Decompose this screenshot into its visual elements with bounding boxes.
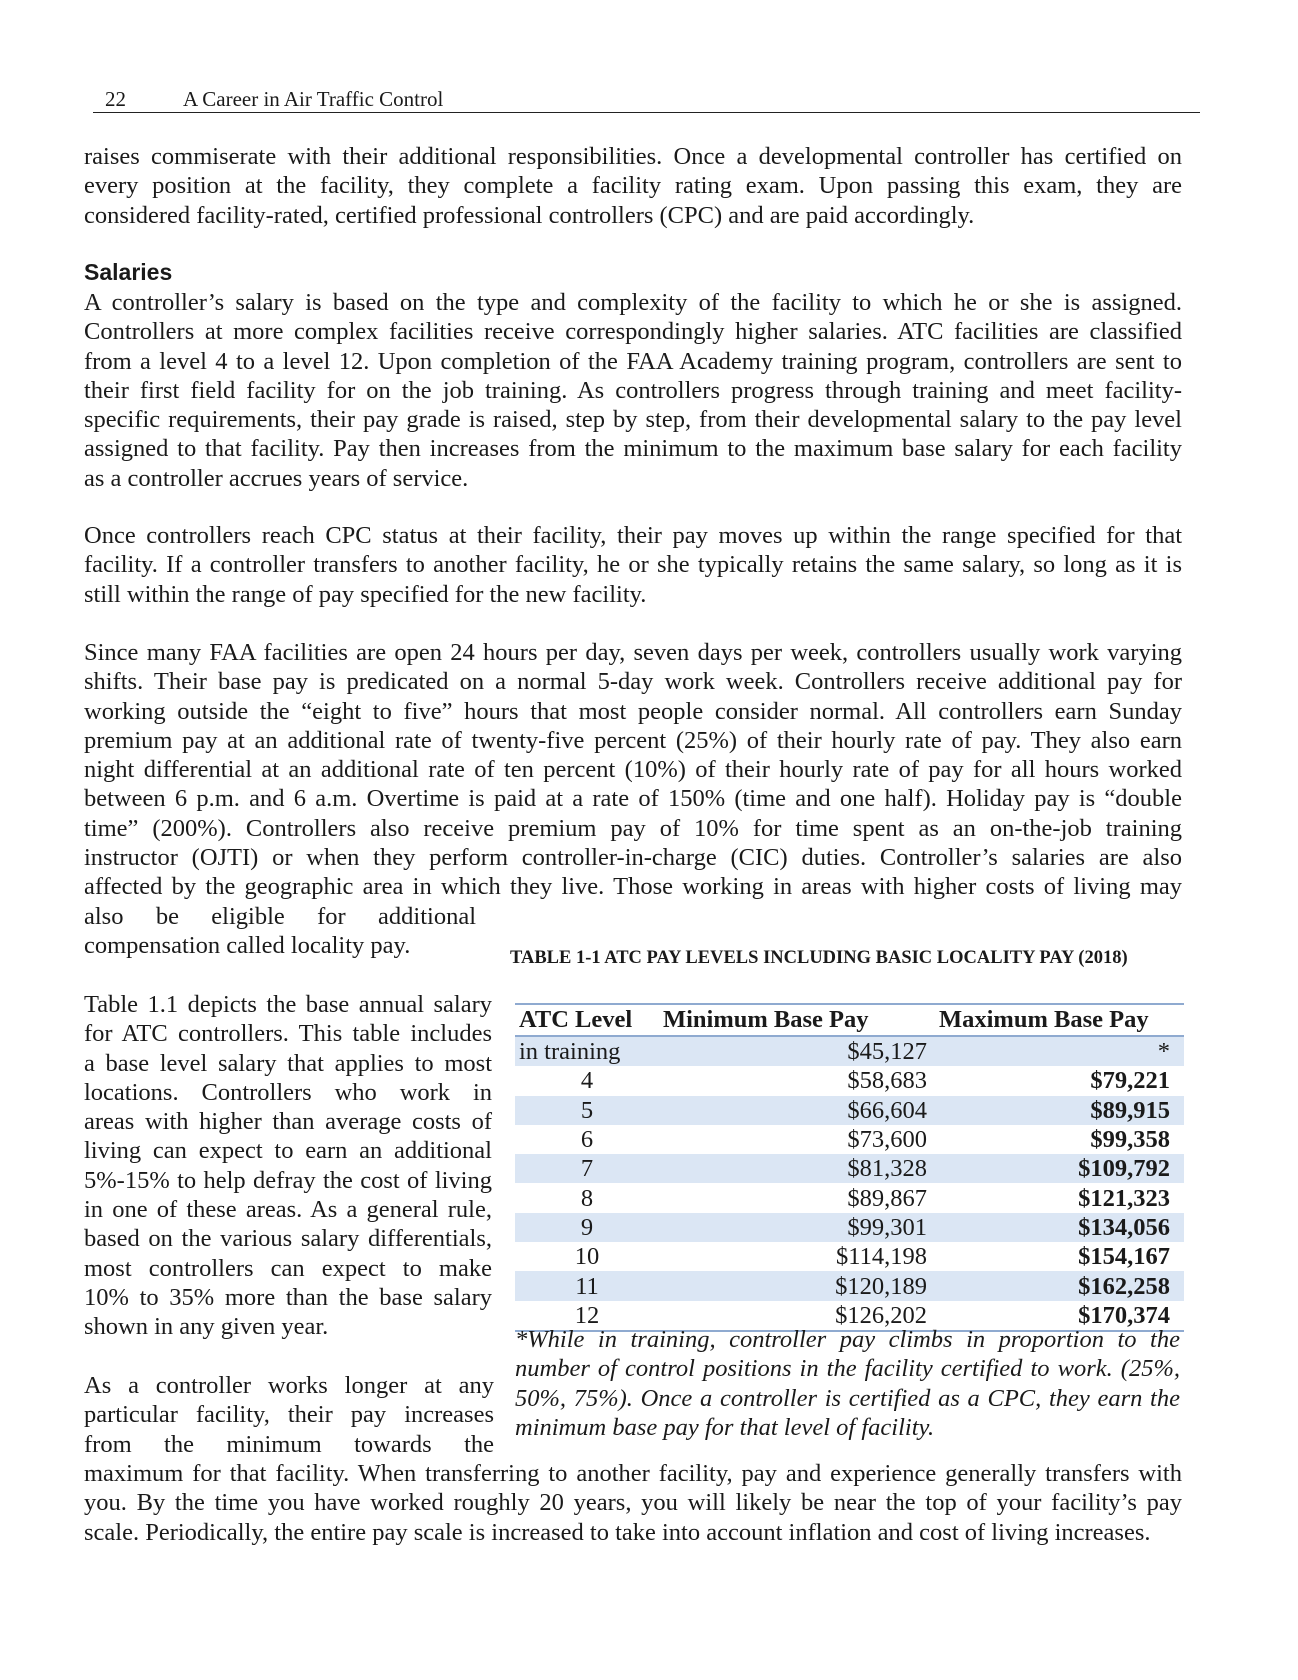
text-line: based on the various salary differentials, bbox=[84, 1225, 492, 1253]
cell-min-pay: $66,604 bbox=[659, 1096, 929, 1125]
running-title: A Career in Air Traffic Control bbox=[183, 87, 444, 111]
column-header-minimum: Minimum Base Pay bbox=[659, 1004, 929, 1036]
text-line: scale. Periodically, the entire pay scale is increased to take into account inflation and cost of living increases. bbox=[84, 1518, 1151, 1546]
table-row bbox=[515, 1271, 1184, 1300]
text-line: particular facility, their pay increases bbox=[84, 1401, 494, 1429]
cell-level: 12 bbox=[515, 1301, 659, 1331]
text-line: from the minimum towards the bbox=[84, 1430, 494, 1458]
text-line: in one of these areas. As a general rule, bbox=[84, 1196, 492, 1224]
text-line: Controllers at more complex facilities receive correspondingly higher salaries. ATC facilities are classified bbox=[84, 318, 1182, 346]
text-line: As a controller works longer at any bbox=[84, 1372, 494, 1399]
cell-min-pay: $73,600 bbox=[847, 1126, 927, 1154]
cell-level: 4 bbox=[580, 1067, 594, 1095]
text-line: night differential at an additional rate of ten percent (10%) of their hourly rate of pay for all hours worked bbox=[84, 756, 1182, 784]
text-line: shifts. Their base pay is predicated on a normal 5-day work week. Controllers receive additional pay for bbox=[84, 668, 1182, 696]
cell-level: 11 bbox=[515, 1271, 659, 1300]
cell-max-pay: $109,792 bbox=[929, 1154, 1184, 1183]
text-line: Since many FAA facilities are open 24 hours per day, seven days per week, controllers usually work varying bbox=[84, 639, 1182, 666]
cell-max-pay: $89,915 bbox=[929, 1096, 1184, 1125]
table-row bbox=[515, 1213, 1184, 1242]
running-header bbox=[93, 86, 1200, 113]
intro-paragraph bbox=[84, 142, 1182, 230]
salaries-paragraph bbox=[84, 288, 1182, 493]
longer-paragraph-start bbox=[84, 1371, 494, 1459]
longer-paragraph-end bbox=[84, 1459, 1182, 1547]
cell-level: 7 bbox=[515, 1154, 659, 1183]
page-number: 22 bbox=[105, 87, 126, 111]
text-line: specific requirements, their pay grade is raised, step by step, from their developmental salary to the pay level bbox=[84, 406, 1182, 434]
footnote-line: 50%, 75%). Once a controller is certified as a CPC, they earn the bbox=[515, 1384, 1180, 1412]
column-header-maximum: Maximum Base Pay bbox=[929, 1004, 1184, 1036]
cell-max-pay: $121,323 bbox=[1078, 1184, 1170, 1212]
text-line: living can expect to earn an additional bbox=[84, 1137, 492, 1165]
text-line: 10% to 35% more than the base salary bbox=[84, 1283, 492, 1311]
text-line: from a level 4 to a level 12. Upon completion of the FAA Academy training program, controllers are sent to bbox=[84, 347, 1182, 375]
text-line: most controllers can expect to make bbox=[84, 1254, 492, 1282]
shifts-paragraph-tail bbox=[84, 902, 476, 961]
text-line: premium pay at an additional rate of twenty-five percent (25%) of their hourly rate of pay. They also earn bbox=[84, 726, 1182, 754]
text-line: working outside the “eight to five” hours that most people consider normal. All controllers earn Sunday bbox=[84, 697, 1182, 725]
text-line: considered facility-rated, certified professional controllers (CPC) and are paid accordingly. bbox=[84, 201, 975, 229]
table-footnote bbox=[515, 1325, 1180, 1442]
cell-max-pay: $154,167 bbox=[1078, 1243, 1170, 1271]
table-row bbox=[515, 1125, 1184, 1154]
table-caption: TABLE 1-1 ATC PAY LEVELS INCLUDING BASIC LOCALITY PAY (2018) bbox=[510, 948, 1128, 968]
section-heading-salaries: Salaries bbox=[84, 259, 173, 285]
cell-min-pay: $120,189 bbox=[659, 1271, 929, 1300]
footnote-line: number of control positions in the facility certified to work. (25%, bbox=[515, 1355, 1180, 1383]
text-line: raises commiserate with their additional responsibilities. Once a developmental controller has certified on bbox=[84, 143, 1182, 170]
cell-max-pay: $162,258 bbox=[929, 1271, 1184, 1300]
cell-max-pay: $79,221 bbox=[1090, 1067, 1170, 1095]
cell-level: 9 bbox=[515, 1213, 659, 1242]
text-line: affected by the geographic area in which they live. Those working in areas with higher costs of living may bbox=[84, 873, 1182, 901]
table-row bbox=[515, 1154, 1184, 1183]
cell-max-pay: * bbox=[929, 1036, 1184, 1066]
footnote-line: *While in training, controller pay climbs in proportion to the bbox=[515, 1326, 1180, 1353]
table-description-paragraph bbox=[84, 990, 492, 1342]
text-line: 5%-15% to help defray the cost of living bbox=[84, 1166, 492, 1194]
text-line: every position at the facility, they complete a facility rating exam. Upon passing this exam, they are bbox=[84, 172, 1182, 200]
text-line: facility. If a controller transfers to another facility, he or she typically retains the same salary, so long as it is bbox=[84, 551, 1182, 579]
text-line: time” (200%). Controllers also receive premium pay of 10% for time spent as an on-the-job training bbox=[84, 814, 1182, 842]
text-line: shown in any given year. bbox=[84, 1313, 329, 1341]
text-line: as a controller accrues years of service. bbox=[84, 464, 469, 492]
text-line: between 6 p.m. and 6 a.m. Overtime is paid at a rate of 150% (time and one half). Holiday pay is “double bbox=[84, 785, 1182, 813]
cpc-paragraph bbox=[84, 521, 1182, 609]
cell-min-pay: $99,301 bbox=[659, 1213, 929, 1242]
cell-min-pay: $58,683 bbox=[847, 1067, 927, 1095]
cell-max-pay: $134,056 bbox=[929, 1213, 1184, 1242]
text-line: assigned to that facility. Pay then increases from the minimum to the maximum base salary for each facility bbox=[84, 435, 1182, 463]
cell-min-pay: $126,202 bbox=[659, 1301, 929, 1331]
text-line: Once controllers reach CPC status at their facility, their pay moves up within the range specified for that bbox=[84, 522, 1182, 549]
text-line: Table 1.1 depicts the base annual salary bbox=[84, 991, 492, 1018]
cell-min-pay: $45,127 bbox=[659, 1036, 929, 1066]
table-row bbox=[515, 1066, 1184, 1095]
cell-level: 8 bbox=[580, 1184, 594, 1212]
shifts-paragraph bbox=[84, 638, 1182, 902]
text-line: maximum for that facility. When transferring to another facility, pay and experience generally transfers with bbox=[84, 1460, 1182, 1487]
cell-max-pay: $170,374 bbox=[929, 1301, 1184, 1331]
cell-level: 10 bbox=[574, 1243, 600, 1271]
cell-min-pay: $114,198 bbox=[836, 1243, 927, 1271]
table-row bbox=[515, 1096, 1184, 1125]
text-line: still within the range of pay specified for the new facility. bbox=[84, 580, 647, 608]
table-row bbox=[515, 1242, 1184, 1271]
cell-min-pay: $81,328 bbox=[659, 1154, 929, 1183]
text-line: for ATC controllers. This table includes bbox=[84, 1020, 492, 1048]
text-line: a base level salary that applies to most bbox=[84, 1049, 492, 1077]
pay-levels-table bbox=[515, 1003, 1184, 1332]
cell-max-pay: $99,358 bbox=[1090, 1126, 1170, 1154]
text-line: compensation called locality pay. bbox=[84, 932, 411, 960]
text-line: their first field facility for on the job training. As controllers progress through training and meet facility- bbox=[84, 376, 1182, 404]
text-line: areas with higher than average costs of bbox=[84, 1108, 492, 1136]
table-row bbox=[515, 1183, 1184, 1212]
table-header-row bbox=[515, 1004, 1184, 1036]
text-line: instructor (OJTI) or when they perform controller-in-charge (CIC) duties. Controller’s salaries are also bbox=[84, 844, 1182, 872]
table-row bbox=[515, 1036, 1184, 1066]
cell-min-pay: $89,867 bbox=[847, 1184, 927, 1212]
text-line: locations. Controllers who work in bbox=[84, 1078, 492, 1106]
cell-level: in training bbox=[515, 1036, 659, 1066]
text-line: you. By the time you have worked roughly 20 years, you will likely be near the top of your facility’s pay bbox=[84, 1489, 1182, 1517]
text-line: A controller’s salary is based on the type and complexity of the facility to which he or she is assigned. bbox=[84, 289, 1182, 316]
footnote-line: minimum base pay for that level of facility. bbox=[515, 1413, 935, 1441]
column-header-atc-level: ATC Level bbox=[515, 1004, 659, 1036]
text-line: also be eligible for additional bbox=[84, 903, 476, 930]
cell-level: 6 bbox=[580, 1126, 594, 1154]
cell-level: 5 bbox=[515, 1096, 659, 1125]
